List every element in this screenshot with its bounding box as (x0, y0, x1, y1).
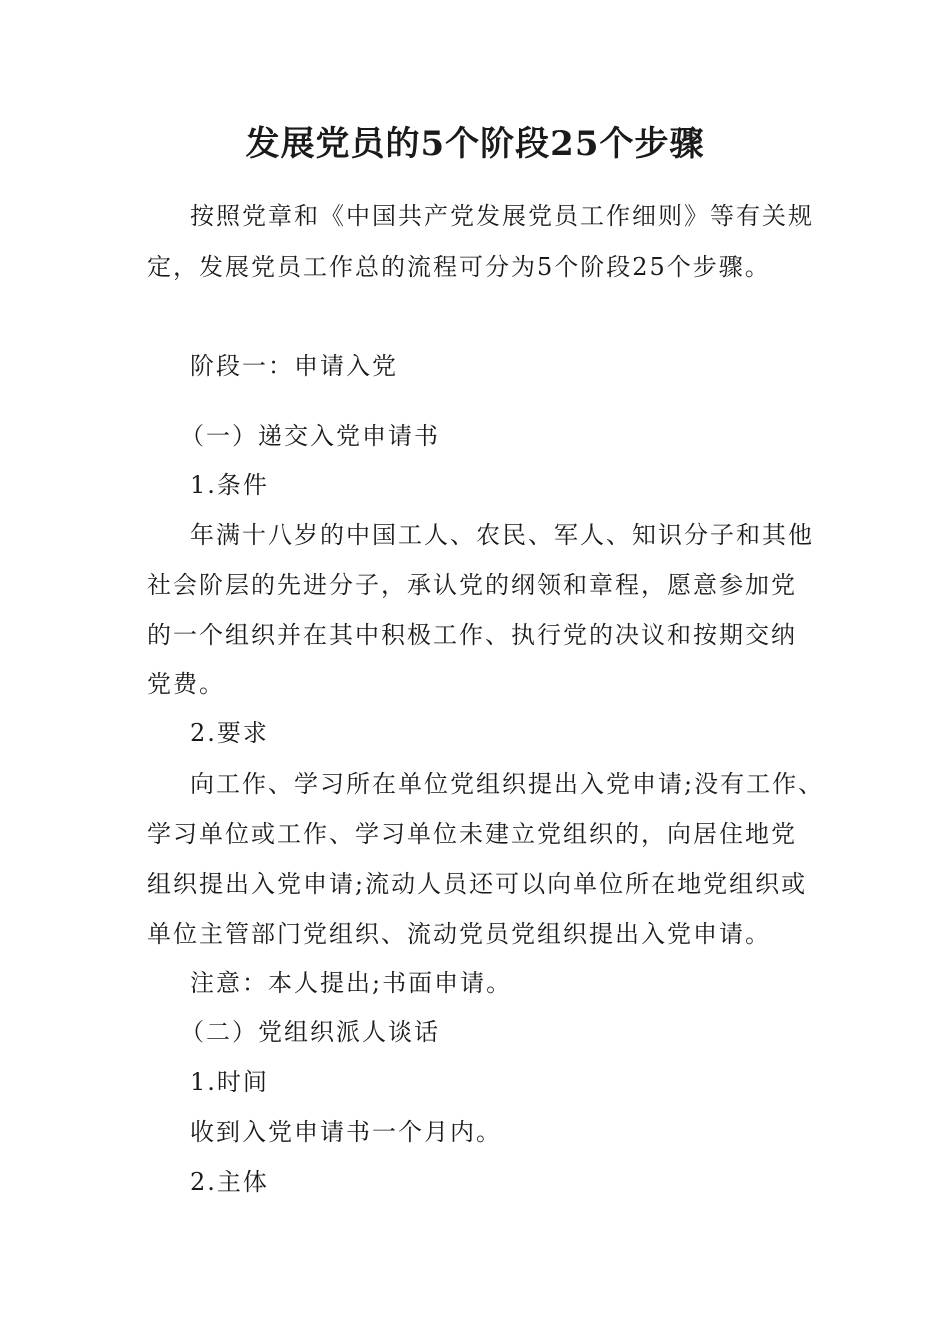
document-title: 发展党员的5个阶段25个步骤 (245, 124, 705, 164)
paragraph-intro-line-1: 按照党章和《中国共产党发展党员工作细则》等有关规 (190, 202, 814, 230)
section-heading-2: （二）党组织派人谈话 (180, 1018, 440, 1046)
paragraph-conditions-line-2: 社会阶层的先进分子，承认党的纲领和章程，愿意参加党 (147, 571, 797, 599)
section-heading-1: （一）递交入党申请书 (180, 422, 440, 450)
paragraph-time: 收到入党申请书一个月内。 (190, 1118, 502, 1146)
paragraph-requirements-line-3: 组织提出入党申请;流动人员还可以向单位所在地党组织或 (147, 870, 808, 898)
stage-heading: 阶段一：申请入党 (190, 352, 398, 380)
paragraph-requirements-line-2: 学习单位或工作、学习单位未建立党组织的，向居住地党 (147, 820, 797, 848)
item-heading-requirements: 2.要求 (190, 719, 269, 747)
paragraph-intro-line-2: 定，发展党员工作总的流程可分为5个阶段25个步骤。 (147, 253, 771, 281)
paragraph-conditions-line-1: 年满十八岁的中国工人、农民、军人、知识分子和其他 (190, 521, 814, 549)
note-line: 注意：本人提出;书面申请。 (190, 969, 513, 997)
item-heading-conditions: 1.条件 (190, 471, 269, 499)
paragraph-requirements-line-4: 单位主管部门党组织、流动党员党组织提出入党申请。 (147, 920, 771, 948)
paragraph-conditions-line-3: 的一个组织并在其中积极工作、执行党的决议和按期交纳 (147, 621, 797, 649)
item-heading-time: 1.时间 (190, 1068, 269, 1096)
paragraph-requirements-line-1: 向工作、学习所在单位党组织提出入党申请;没有工作、 (190, 770, 825, 798)
item-heading-subject: 2.主体 (190, 1168, 269, 1196)
paragraph-conditions-line-4: 党费。 (147, 670, 225, 698)
